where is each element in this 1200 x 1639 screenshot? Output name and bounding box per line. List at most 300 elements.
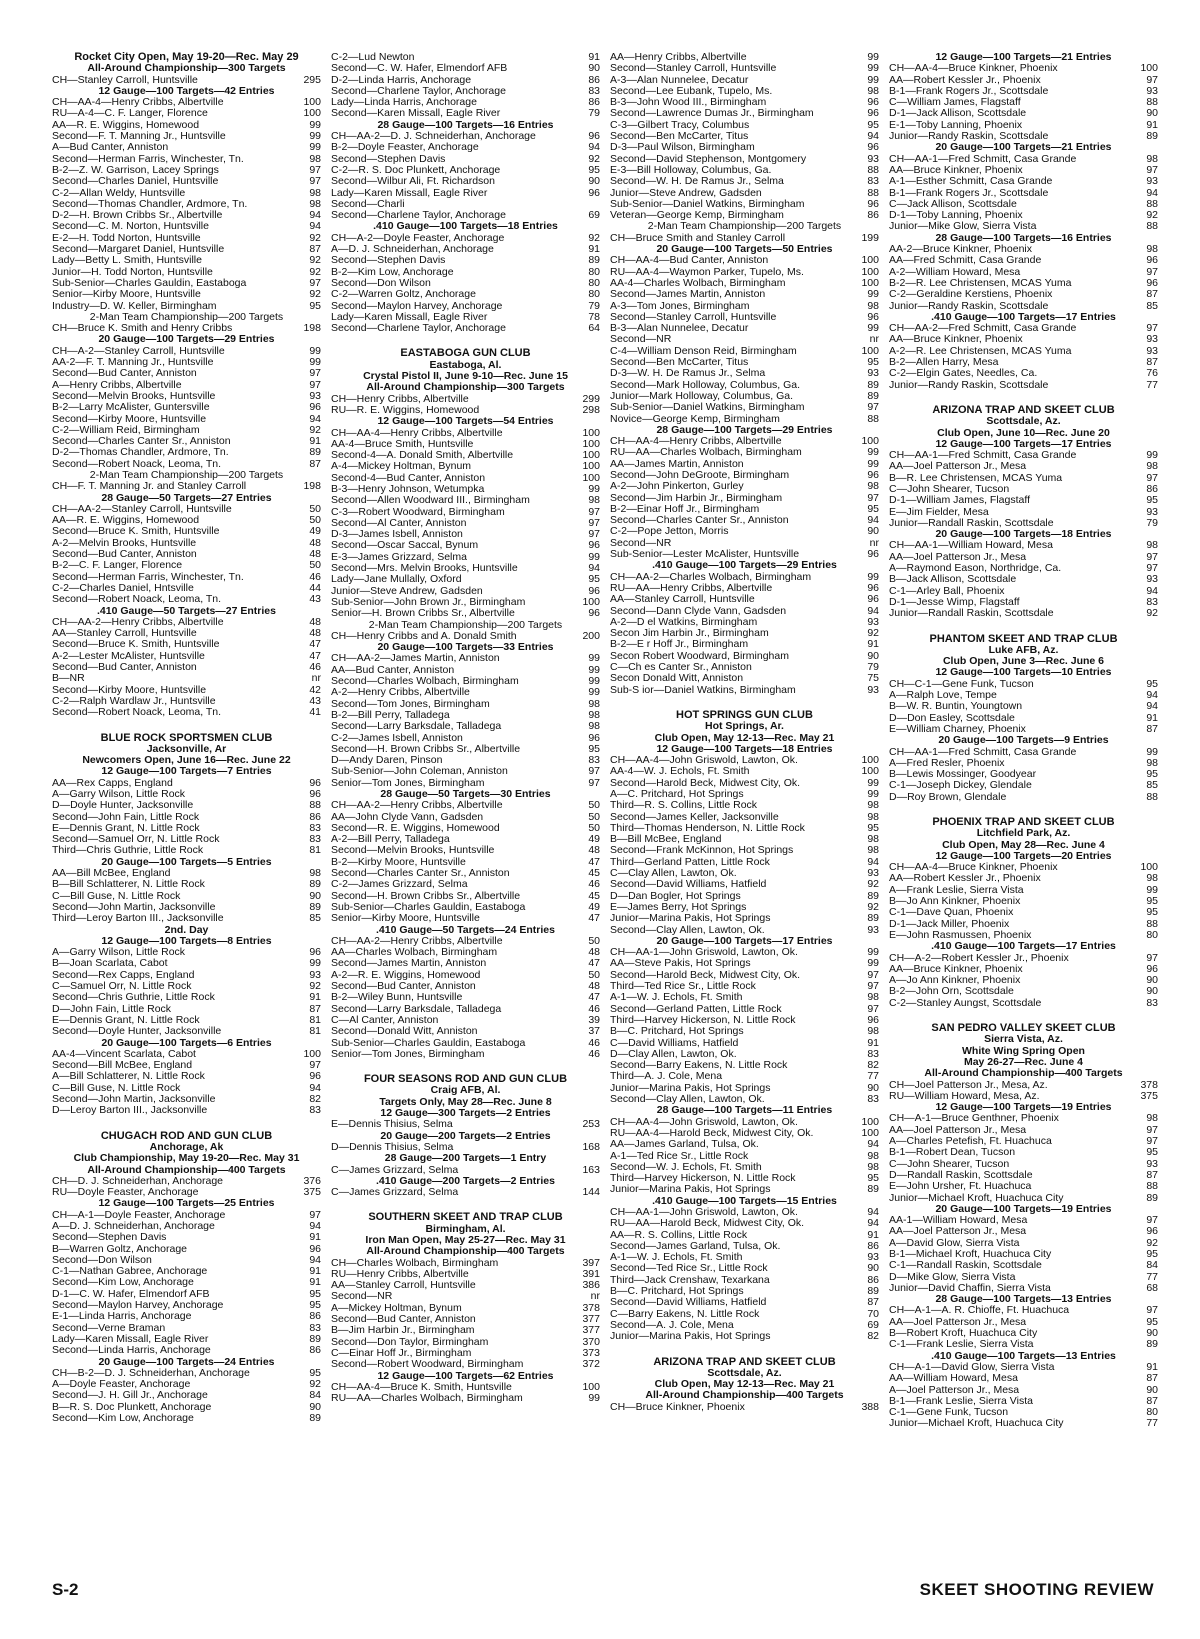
club-heading: PHANTOM SKEET AND TRAP CLUB	[929, 633, 1118, 645]
result-score: 98	[1146, 539, 1158, 552]
result-entry: D-1—Jesse Wimp, Flagstaff	[889, 596, 1020, 608]
result-entry: Third—Gerland Patten, Little Rock	[610, 856, 770, 868]
result-score: 90	[588, 175, 600, 188]
result-score: 92	[588, 231, 600, 244]
result-row	[331, 97, 600, 108]
result-score: 68	[1146, 1281, 1158, 1294]
result-row	[331, 1325, 600, 1336]
result-row	[889, 1418, 1158, 1429]
result-entry: CH—AA-2—Charles Wolbach, Birmingham	[610, 571, 812, 583]
result-row	[331, 733, 600, 744]
event-heading: 12 Gauge—100 Targets—19 Entries	[935, 1102, 1112, 1114]
result-score: 94	[309, 1219, 321, 1232]
result-row	[52, 380, 321, 391]
result-score: 98	[1146, 756, 1158, 769]
result-score: 94	[309, 209, 321, 222]
result-score: 94	[309, 220, 321, 233]
club-heading: EASTABOGA GUN CLUB	[400, 348, 531, 360]
result-score: 97	[1146, 1123, 1158, 1136]
result-entry: Second—Stephen Davis	[331, 153, 446, 165]
result-row	[889, 758, 1158, 769]
result-row	[331, 405, 600, 416]
result-entry: CH—A-1—Doyle Feaster, Anchorage	[52, 1209, 226, 1221]
result-entry: Second—Larry Barksdale, Talladega	[331, 1003, 502, 1015]
result-row	[889, 1226, 1158, 1237]
result-entry: D—Andy Daren, Pinson	[331, 755, 443, 767]
result-score: 86	[867, 1239, 879, 1252]
result-entry: Second—David Williams, Hatfield	[610, 1297, 767, 1309]
result-score: 90	[1146, 107, 1158, 120]
result-entry: C—William James, Flagstaff	[889, 97, 1021, 109]
result-score: 89	[309, 446, 321, 459]
result-score: 85	[309, 912, 321, 925]
result-score: 97	[1146, 562, 1158, 575]
event-heading: Club Open, June 10—Rec. June 20	[937, 427, 1110, 439]
result-row	[889, 1136, 1158, 1147]
result-score: 391	[582, 1267, 600, 1280]
result-row	[52, 278, 321, 289]
result-entry: Second—C. M. Norton, Huntsville	[52, 221, 209, 233]
result-score: 96	[867, 548, 879, 561]
result-row	[331, 233, 600, 244]
result-entry: C—John Shearer, Tucson	[889, 1158, 1010, 1170]
result-entry: B-2—Allen Harry, Mesa	[889, 357, 999, 369]
result-row	[331, 108, 600, 119]
result-row	[52, 1390, 321, 1401]
result-score: 88	[1146, 220, 1158, 233]
result-score: 92	[309, 288, 321, 301]
result-score: 375	[303, 1186, 321, 1199]
result-score: 98	[867, 1025, 879, 1038]
result-score: 94	[867, 130, 879, 143]
result-score: 86	[1146, 482, 1158, 495]
result-entry: Second—Don Wilson	[52, 1254, 152, 1266]
result-entry: CH—AA-4—Bruce Kinkner, Phoenix	[889, 862, 1058, 874]
result-row	[889, 1170, 1158, 1181]
result-score: 99	[309, 344, 321, 357]
result-score: 99	[309, 356, 321, 369]
result-entry: C-1—Gene Funk, Tucson	[889, 1407, 1009, 1419]
result-entry: D-2—H. Brown Cribbs Sr., Albertville	[52, 210, 223, 222]
result-row	[889, 747, 1158, 758]
event-heading: .410 Gauge—50 Targets—27 Entries	[97, 605, 276, 617]
publication-name: SKEET SHOOTING REVIEW	[919, 1580, 1154, 1599]
event-heading: Birmingham, Al.	[425, 1223, 506, 1235]
result-score: 99	[867, 446, 879, 459]
result-row	[331, 1303, 600, 1314]
result-row	[331, 210, 600, 221]
result-row	[889, 244, 1158, 255]
result-score: 95	[1146, 494, 1158, 507]
result-score: 97	[1146, 265, 1158, 278]
result-entry: Second—F. T. Manning Jr., Huntsville	[52, 131, 226, 143]
result-row	[52, 902, 321, 913]
result-score: 95	[1146, 677, 1158, 690]
result-score: 87	[1146, 1394, 1158, 1407]
result-row	[52, 504, 321, 515]
result-entry: CH—A-1—Bruce Genthner, Phoenix	[889, 1113, 1059, 1125]
result-entry: Second—Al Canter, Anniston	[331, 517, 467, 529]
result-entry: RU—AA-4—Waymon Parker, Tupelo, Ms.	[610, 266, 804, 278]
result-entry: RU—AA—Charles Wolbach, Birmingham	[331, 1393, 523, 1405]
result-entry: A-1—Ted Rice Sr., Little Rock	[610, 1150, 749, 1162]
result-score: 80	[588, 265, 600, 278]
result-entry: C-3—Gilbert Tracy, Columbus	[610, 119, 750, 131]
event-heading: 12 Gauge—100 Targets—54 Entries	[377, 416, 554, 428]
result-entry: C-2—William Reid, Birmingham	[52, 424, 200, 436]
result-entry: B—Joan Scarlata, Cabot	[52, 958, 168, 970]
result-row	[331, 902, 600, 913]
result-row	[610, 789, 879, 800]
result-score: 98	[1146, 243, 1158, 256]
result-score: 83	[309, 1321, 321, 1334]
result-row	[331, 1004, 600, 1015]
event-heading: .410 Gauge—100 Targets—18 Entries	[373, 221, 558, 233]
result-score: 50	[309, 559, 321, 572]
result-row	[889, 1407, 1158, 1418]
result-score: 168	[582, 1140, 600, 1153]
result-entry: Second-4—Bud Canter, Anniston	[331, 472, 486, 484]
result-row	[52, 402, 321, 413]
result-entry: Third—A. J. Cole, Mena	[610, 1071, 723, 1083]
result-row	[889, 769, 1158, 780]
result-entry: A—Frank Leslie, Sierra Vista	[889, 884, 1024, 896]
result-entry: Second—Charles Canter Sr., Anniston	[52, 436, 231, 448]
result-row	[331, 823, 600, 834]
result-row	[52, 1379, 321, 1390]
result-row	[331, 608, 600, 619]
result-entry: A—Charles Petefish, Ft. Huachuca	[889, 1136, 1052, 1148]
result-row	[889, 450, 1158, 461]
club-heading: PHOENIX TRAP AND SKEET CLUB	[932, 817, 1115, 828]
result-row	[52, 1402, 321, 1413]
result-entry: B—C. Pritchard, Hot Springs	[610, 1286, 744, 1298]
result-row	[610, 1151, 879, 1162]
result-row	[331, 142, 600, 153]
result-score: 98	[867, 84, 879, 97]
event-heading: 28 Gauge—200 Targets—1 Entry	[384, 1153, 547, 1165]
result-score: 87	[1146, 722, 1158, 735]
result-score: 50	[588, 810, 600, 823]
result-entry: Second—Harold Beck, Midwest City, Ok.	[610, 969, 801, 981]
results-column-2	[331, 52, 600, 1560]
result-entry: AA-2—F. T. Manning Jr., Huntsville	[52, 357, 214, 369]
result-score: 96	[867, 107, 879, 120]
result-entry: Junior—Marina Pakis, Hot Springs	[610, 1184, 771, 1196]
result-score: 95	[1146, 906, 1158, 919]
result-entry: D—Roy Brown, Glendale	[889, 791, 1007, 803]
result-score: 97	[588, 765, 600, 778]
result-entry: RU—Doyle Feaster, Anchorage	[52, 1187, 199, 1199]
result-score: 47	[309, 638, 321, 651]
result-row	[52, 1083, 321, 1094]
result-entry: RU—AA—Charles Wolbach, Birmingham	[610, 447, 802, 459]
result-score: 48	[309, 548, 321, 561]
result-entry: AA—Joel Patterson Jr., Mesa	[889, 551, 1027, 563]
event-heading: Scottsdale, Az.	[986, 416, 1061, 428]
result-score: 80	[588, 288, 600, 301]
result-score: 100	[861, 754, 879, 767]
result-row	[52, 481, 321, 492]
result-entry: A-2—R. E. Wiggins, Homewood	[331, 969, 481, 981]
result-row	[52, 538, 321, 549]
result-row	[889, 461, 1158, 472]
result-score: 97	[1146, 550, 1158, 563]
result-row	[889, 1215, 1158, 1226]
result-entry: CH—AA-4—Henry Cribbs, Albertville	[52, 97, 224, 109]
result-row	[331, 552, 600, 563]
result-score: 46	[588, 1047, 600, 1060]
result-row	[52, 651, 321, 662]
result-entry: Sub-Senior—Daniel Watkins, Birmingham	[610, 402, 805, 414]
result-entry: E—Jim Fielder, Mesa	[889, 506, 989, 518]
result-score: 97	[867, 980, 879, 993]
result-entry: AA—R. E. Wiggins, Homewood	[52, 119, 200, 131]
result-entry: A—C. Pritchard, Hot Springs	[610, 789, 744, 800]
result-entry: E—William Charney, Phoenix	[889, 723, 1026, 735]
result-entry: C-1—Frank Leslie, Sierra Vista	[889, 1339, 1034, 1351]
result-score: 98	[588, 494, 600, 507]
result-score: 253	[582, 1118, 600, 1131]
result-row	[610, 913, 879, 924]
result-row	[610, 1275, 879, 1286]
result-row	[52, 1255, 321, 1266]
result-entry: CH—AA-4—Henry Cribbs, Albertville	[331, 427, 503, 439]
result-row	[331, 255, 600, 266]
result-row	[610, 199, 879, 210]
result-score: 98	[867, 480, 879, 493]
result-score: 91	[309, 435, 321, 448]
result-score: 95	[1146, 1146, 1158, 1159]
result-row	[52, 845, 321, 856]
result-entry: C—David Williams, Hatfield	[610, 1037, 739, 1049]
result-entry: Second—Ben McCarter, Titus	[610, 357, 749, 369]
result-score: 95	[867, 356, 879, 369]
result-row	[610, 1162, 879, 1173]
result-row	[52, 1300, 321, 1311]
result-row	[889, 540, 1158, 551]
result-row	[331, 75, 600, 86]
result-score: 97	[867, 1002, 879, 1015]
result-row	[610, 436, 879, 447]
event-heading: Iron Man Open, May 25-27—Rec. May 31	[365, 1234, 566, 1246]
result-score: 96	[867, 468, 879, 481]
result-entry: Junior—Randall Raskin, Scottsdale	[889, 517, 1054, 529]
result-score: 99	[588, 675, 600, 688]
result-score: 89	[867, 1183, 879, 1196]
result-entry: Second—Bud Canter, Anniston	[52, 662, 197, 674]
result-score: 89	[867, 378, 879, 391]
result-row	[52, 1289, 321, 1300]
result-row	[610, 1038, 879, 1049]
result-score: 85	[1146, 779, 1158, 792]
result-row	[889, 86, 1158, 97]
result-entry: Second—Kim Low, Anchorage	[52, 1413, 194, 1425]
event-heading: All-Around Championship—400 Targets	[924, 1068, 1123, 1080]
result-entry: Second—Gerland Patten, Little Rock	[610, 1003, 782, 1015]
result-score: 45	[588, 889, 600, 902]
result-row	[889, 323, 1158, 334]
result-entry: B—Bill Schlatterer, N. Little Rock	[52, 879, 205, 891]
result-score: 46	[588, 1002, 600, 1015]
result-score: 94	[867, 514, 879, 527]
result-score: 87	[309, 243, 321, 256]
result-score: 91	[867, 638, 879, 651]
result-entry: Second—Ted Rice Sr., Little Rock	[610, 1263, 768, 1275]
result-score: 88	[1146, 917, 1158, 930]
event-heading: 20 Gauge—100 Targets—17 Entries	[656, 935, 833, 947]
result-entry: Veteran—George Kemp, Birmingham	[610, 210, 784, 222]
result-score: 99	[309, 118, 321, 131]
result-score: 98	[588, 708, 600, 721]
result-entry: C-1—Arley Ball, Phoenix	[889, 585, 1005, 597]
result-row	[889, 873, 1158, 884]
result-entry: B—R. Lee Christensen, MCAS Yuma	[889, 472, 1063, 484]
result-score: 83	[309, 833, 321, 846]
result-row	[610, 1060, 879, 1071]
result-entry: D-2—Thomas Chandler, Ardmore, Tn.	[52, 447, 229, 459]
result-score: 91	[309, 1265, 321, 1278]
result-entry: Second—David Stephenson, Montgomery	[610, 153, 807, 165]
result-row	[610, 301, 879, 312]
result-entry: AA—Joel Patterson Jr., Mesa	[889, 1124, 1027, 1136]
result-entry: B—Jo Ann Kinkner, Phoenix	[889, 896, 1021, 908]
result-score: 90	[309, 889, 321, 902]
result-entry: Third—Harvey Hickerson, N. Little Rock	[610, 1014, 796, 1026]
result-score: 98	[867, 799, 879, 812]
result-entry: Second—John Martin, Jacksonville	[52, 1094, 216, 1106]
event-heading: 20 Gauge—100 Targets—21 Entries	[935, 142, 1112, 154]
result-entry: Second—John Fain, Little Rock	[52, 811, 200, 823]
result-entry: Sub-Senior—John Brown Jr., Birmingham	[331, 596, 526, 608]
result-score: 79	[588, 299, 600, 312]
result-score: 90	[867, 649, 879, 662]
result-row	[52, 1105, 321, 1116]
result-score: 77	[1146, 1417, 1158, 1430]
result-score: 88	[867, 412, 879, 425]
result-row	[610, 1252, 879, 1263]
result-row	[610, 812, 879, 823]
result-score: 89	[1146, 1191, 1158, 1204]
result-entry: AA-4—Bruce Smith, Huntsville	[331, 438, 474, 450]
result-entry: A-2—William Howard, Mesa	[889, 266, 1021, 278]
result-entry: D—Leroy Barton III., Jacksonville	[52, 1105, 208, 1117]
result-entry: CH—Stanley Carroll, Huntsville	[52, 74, 198, 86]
result-entry: Sub-Senior—Charles Gauldin, Eastaboga	[331, 1037, 526, 1049]
result-score: 97	[1146, 73, 1158, 86]
result-row	[331, 1393, 600, 1404]
result-row	[889, 907, 1158, 918]
result-entry: CH—AA-2—Stanley Carroll, Huntsville	[52, 503, 232, 515]
result-score: 89	[867, 1285, 879, 1298]
result-row	[52, 368, 321, 379]
result-row	[610, 75, 879, 86]
result-score: 97	[309, 175, 321, 188]
result-row	[52, 812, 321, 823]
result-row	[610, 368, 879, 379]
result-entry: CH—AA-2—Henry Cribbs, Albertville	[331, 800, 503, 812]
result-score: 92	[1146, 1236, 1158, 1249]
result-score: 48	[309, 615, 321, 628]
result-score: 82	[867, 1330, 879, 1343]
result-row	[331, 857, 600, 868]
result-row	[52, 97, 321, 108]
result-score: 163	[582, 1163, 600, 1176]
result-entry: Second—Kim Low, Anchorage	[52, 1277, 194, 1289]
event-heading: Club Open, May 12-13—Rec. May 21	[654, 732, 835, 744]
result-row	[610, 766, 879, 777]
result-row	[52, 1094, 321, 1105]
result-row	[52, 447, 321, 458]
result-score: 95	[1146, 1315, 1158, 1328]
result-entry: Junior—Randy Raskin, Scottsdale	[889, 131, 1049, 143]
result-row	[331, 267, 600, 278]
result-score: 88	[867, 186, 879, 199]
result-row	[610, 63, 879, 74]
result-score: 99	[588, 652, 600, 665]
result-score: 89	[867, 889, 879, 902]
result-score: 81	[309, 1013, 321, 1026]
result-row	[331, 1291, 600, 1302]
result-row	[889, 713, 1158, 724]
result-row	[52, 120, 321, 131]
result-entry: AA-1—William Howard, Mesa	[889, 1215, 1028, 1227]
result-entry: CH—Bruce Kinkner, Phoenix	[610, 1401, 745, 1413]
result-row	[610, 651, 879, 662]
result-entry: Second—Bruce K. Smith, Huntsville	[52, 526, 220, 538]
result-entry: RU—Henry Cribbs, Albertville	[331, 1268, 469, 1280]
result-score: 99	[867, 957, 879, 970]
result-score: 46	[588, 878, 600, 891]
result-row	[889, 964, 1158, 975]
result-score: 96	[867, 581, 879, 594]
result-score: 93	[1146, 344, 1158, 357]
result-score: 89	[588, 254, 600, 267]
result-row	[52, 515, 321, 526]
result-score: 75	[867, 672, 879, 685]
result-score: 46	[588, 1036, 600, 1049]
result-score: 100	[303, 107, 321, 120]
result-entry: A-1—W. J. Echols, Ft. Smith	[610, 1252, 743, 1264]
result-entry: A—D. J. Schneiderhan, Anchorage	[52, 1220, 215, 1232]
club-heading: HOT SPRINGS GUN CLUB	[676, 709, 813, 721]
result-row	[52, 1004, 321, 1015]
result-entry: CH—A-1—A. R. Chioffe, Ft. Huachuca	[889, 1305, 1070, 1317]
event-heading: 20 Gauge—100 Targets—50 Entries	[656, 244, 833, 256]
result-row	[331, 1038, 600, 1049]
result-entry: CH—AA-2—Henry Cribbs, Albertville	[52, 616, 224, 628]
result-row	[52, 1323, 321, 1334]
result-row	[52, 696, 321, 707]
club-heading: Rocket City Open, May 19-20—Rec. May 29	[74, 52, 299, 63]
result-row	[889, 1125, 1158, 1136]
result-row	[52, 142, 321, 153]
result-score: 89	[309, 878, 321, 891]
result-score: 92	[309, 254, 321, 267]
result-entry: Junior—Marina Pakis, Hot Springs	[610, 1082, 771, 1094]
result-entry: C-2—Stanley Aungst, Scottsdale	[889, 997, 1042, 1009]
result-score: 99	[309, 957, 321, 970]
result-entry: Lady—Betty L. Smith, Huntsville	[52, 255, 202, 267]
result-row	[889, 278, 1158, 289]
result-row	[52, 958, 321, 969]
result-score: 93	[309, 389, 321, 402]
result-entry: AA—Henry Cribbs, Albertville	[610, 52, 747, 63]
result-row	[610, 86, 879, 97]
result-entry: Third—Harvey Hickerson, N. Little Rock	[610, 1173, 796, 1185]
result-score: 47	[588, 957, 600, 970]
result-score: 86	[867, 209, 879, 222]
